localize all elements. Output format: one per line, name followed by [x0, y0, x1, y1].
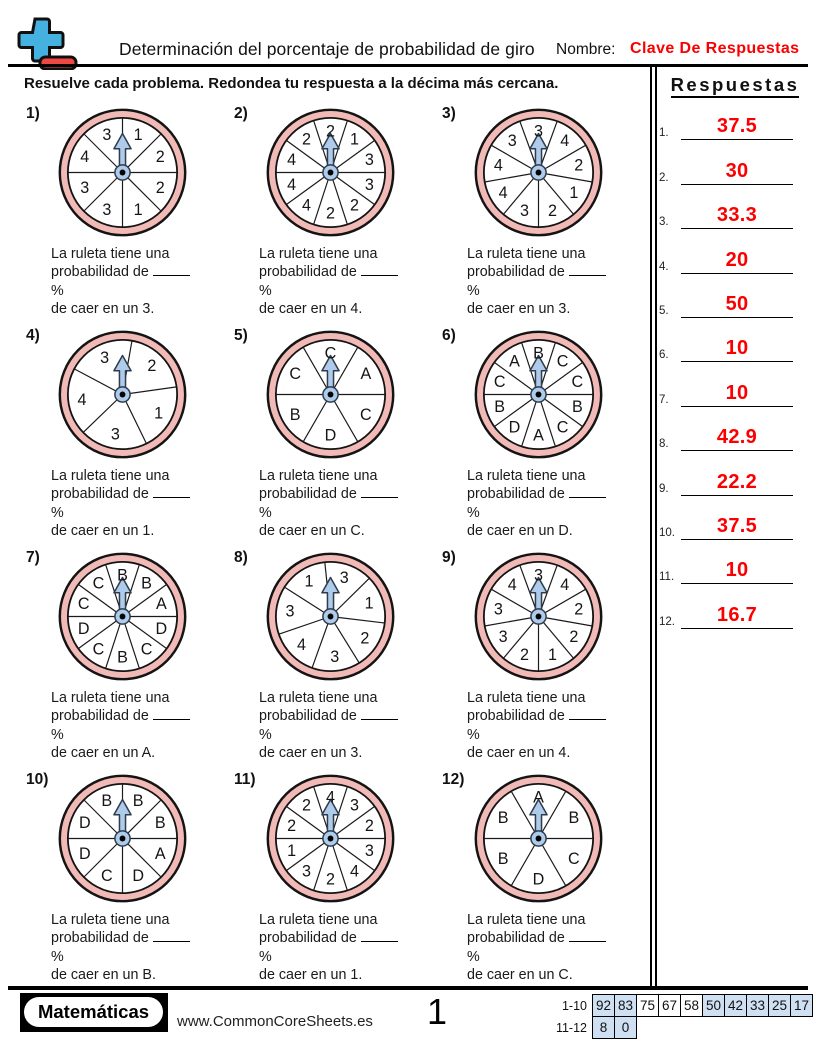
spinner-segment-label: 3 [329, 648, 339, 667]
spinner-segment-label: 4 [325, 788, 335, 807]
spinner-segment-label: B [154, 813, 166, 832]
problems-grid [18, 102, 642, 990]
answer-number: 5. [659, 304, 669, 317]
spinner-segment-label: D [78, 845, 91, 864]
problem-caption: La ruleta tiene una probabilidad de % de caer en un 4. [259, 245, 401, 319]
spinner-segment-label: D [155, 620, 167, 639]
answer-value: 20 [725, 248, 749, 271]
score-cell: 42 [725, 995, 747, 1017]
spinner-segment-label: B [493, 398, 505, 417]
problem-1 [18, 102, 226, 324]
problem-7 [18, 546, 226, 768]
spinner-wheel [264, 106, 397, 239]
answer-line [681, 426, 793, 451]
spinner-segment-label: C [493, 372, 505, 391]
answer-value: 50 [725, 292, 749, 315]
spinner-segment-label: B [567, 809, 579, 828]
spinner-segment-label: B [289, 405, 301, 424]
answer-item [659, 451, 811, 495]
score-row [556, 1017, 813, 1039]
answer-blank [361, 930, 398, 942]
answer-item [659, 584, 811, 628]
spinner-segment-label: 4 [296, 636, 306, 655]
spinner-wheel [56, 772, 189, 905]
spinner-segment-label: 1 [547, 645, 557, 664]
spinner-segment-label: 3 [339, 569, 349, 588]
problem-number: 8) [234, 549, 248, 566]
spinner-segment-label: 1 [133, 201, 143, 220]
spinner-segment-label: 4 [559, 132, 569, 151]
problem-9 [434, 546, 642, 768]
answer-value: 42.9 [716, 426, 758, 449]
answer-number: 6. [659, 349, 669, 362]
spinner-segment-label: 2 [286, 816, 296, 835]
problem-caption: La ruleta tiene una probabilidad de % de caer en un A. [51, 689, 193, 763]
answer-blank [361, 264, 398, 276]
score-cell: 67 [659, 995, 681, 1017]
spinner-segment-label: 2 [547, 201, 557, 220]
spinner-segment-label: B [497, 809, 509, 828]
spinner-segment-label: D [131, 867, 144, 886]
answer-line [681, 604, 793, 629]
score-cell: 50 [703, 995, 725, 1017]
problem-11 [226, 768, 434, 990]
spinner-segment-label: 3 [507, 132, 517, 151]
spinner-segment-label: C [92, 640, 104, 659]
spinner-segment-label: 4 [493, 156, 503, 175]
brand-badge [20, 993, 168, 1032]
answer-value: 10 [725, 381, 749, 404]
problem-number: 7) [26, 549, 40, 566]
answer-blank [569, 930, 606, 942]
spinner-segment-label: 2 [568, 627, 578, 646]
score-cell: 17 [791, 995, 813, 1017]
problem-8 [226, 546, 434, 768]
answer-line [681, 115, 793, 140]
answer-value: 10 [725, 559, 749, 582]
spinner-segment-label: B [571, 398, 583, 417]
answer-line [681, 559, 793, 584]
spinner-segment-label: 4 [286, 176, 296, 195]
problem-number: 6) [442, 327, 456, 344]
spinner-segment-label: 2 [325, 870, 335, 889]
score-table [556, 994, 813, 1039]
problem-5 [226, 324, 434, 546]
problem-10 [18, 768, 226, 990]
spinner-segment-label: 2 [155, 147, 165, 166]
problem-number: 11) [234, 771, 256, 788]
problem-caption: La ruleta tiene una probabilidad de % de caer en un C. [259, 467, 401, 541]
score-cell: 0 [615, 1017, 637, 1039]
problem-caption: La ruleta tiene una probabilidad de % de caer en un C. [467, 911, 609, 985]
answer-value: 37.5 [716, 514, 758, 537]
problem-12 [434, 768, 642, 990]
spinner-segment-label: C [556, 352, 568, 371]
score-cell: 75 [637, 995, 659, 1017]
spinner-segment-label: 1 [349, 130, 359, 149]
website-text: www.CommonCoreSheets.es [177, 1013, 373, 1030]
plus-minus-icon [14, 16, 78, 70]
score-table-body [556, 995, 813, 1039]
problem-caption: La ruleta tiene una probabilidad de % de caer en un 4. [467, 689, 609, 763]
answer-blank [361, 708, 398, 720]
answer-blank [153, 930, 190, 942]
spinner-segment-label: D [78, 813, 91, 832]
spinner-segment-label: 2 [364, 816, 374, 835]
spinner-wheel [56, 106, 189, 239]
answer-line [681, 160, 793, 185]
spinner-segment-label: 2 [349, 196, 359, 215]
problem-number: 5) [234, 327, 248, 344]
answer-item [659, 318, 811, 362]
spinner-segment-label: A [508, 352, 520, 371]
spinner-segment-label: 2 [325, 122, 335, 141]
spinner-segment-label: C [100, 867, 113, 886]
answer-item [659, 362, 811, 406]
answer-number: 7. [659, 393, 669, 406]
answer-blank [153, 486, 190, 498]
spinner-segment-label: B [116, 566, 128, 585]
problem-caption: La ruleta tiene una probabilidad de % de caer en un D. [467, 467, 609, 541]
problem-number: 4) [26, 327, 40, 344]
spinner-segment-label: B [497, 849, 509, 868]
answer-line [681, 382, 793, 407]
spinner-segment-label: 2 [301, 796, 311, 815]
spinner-segment-label: 1 [304, 572, 314, 591]
spinner-wheel [56, 328, 189, 461]
spinner-segment-label: 4 [301, 196, 311, 215]
spinner-wheel [264, 328, 397, 461]
answers-panel [659, 74, 811, 629]
spinner-segment-label: 2 [359, 629, 369, 648]
answer-blank [361, 486, 398, 498]
spinner-segment-label: C [571, 372, 583, 391]
answer-value: 16.7 [716, 603, 758, 626]
score-row-label: 11-12 [555, 1020, 587, 1035]
spinner-segment-label: 3 [519, 201, 529, 220]
spinner-wheel [472, 772, 605, 905]
answer-number: 2. [659, 171, 669, 184]
spinner-segment-label: B [140, 574, 152, 593]
spinner-segment-label: 3 [110, 425, 120, 444]
spinner-segment-label: 3 [533, 566, 543, 585]
spinner-segment-label: B [532, 344, 544, 363]
answer-key-label: Clave De Respuestas [630, 40, 800, 57]
spinner-segment-label: 1 [133, 125, 143, 144]
spinner-segment-label: C [77, 594, 89, 613]
problem-2 [226, 102, 434, 324]
spinner-segment-label: 2 [519, 645, 529, 664]
answer-value: 30 [725, 159, 749, 182]
spinner-segment-label: 2 [325, 204, 335, 223]
answer-line [681, 249, 793, 274]
footer-rule [8, 986, 808, 990]
answer-line [681, 293, 793, 318]
spinner-segment-label: 3 [101, 125, 111, 144]
spinner-segment-label: 2 [573, 156, 583, 175]
answer-item [659, 274, 811, 318]
answer-blank [153, 708, 190, 720]
spinner-wheel [56, 550, 189, 683]
spinner-wheel [472, 106, 605, 239]
spinner-segment-label: 1 [286, 842, 296, 861]
spinner-segment-label: 3 [349, 796, 359, 815]
spinner-segment-label: 4 [286, 150, 296, 169]
problem-number: 12) [442, 771, 465, 788]
spinner-segment-label: A [155, 594, 167, 613]
spinner-segment-label: 2 [573, 600, 583, 619]
spinner-segment-label: 3 [79, 179, 89, 198]
problem-number: 3) [442, 105, 456, 122]
spinner-segment-label: 3 [533, 122, 543, 141]
spinner-segment-label: A [359, 365, 371, 384]
spinner-segment-label: D [77, 620, 89, 639]
answer-blank [153, 264, 190, 276]
problem-caption: La ruleta tiene una probabilidad de % de caer en un 3. [51, 245, 193, 319]
answer-line [681, 337, 793, 362]
spinner-segment-label: 1 [153, 404, 163, 423]
spinner-segment-label: B [100, 791, 112, 810]
spinner-segment-label: C [140, 640, 152, 659]
spinner-segment-label: A [532, 788, 544, 807]
problem-number: 9) [442, 549, 456, 566]
problem-caption: La ruleta tiene una probabilidad de % de caer en un 1. [51, 467, 193, 541]
page-title: Determinación del porcentaje de probabilidad de giro [119, 39, 535, 59]
score-cell: 92 [593, 995, 615, 1017]
answer-value: 37.5 [716, 115, 758, 138]
answer-line [681, 471, 793, 496]
answer-number: 4. [659, 260, 669, 273]
answer-item [659, 229, 811, 273]
spinner-segment-label: 4 [507, 576, 517, 595]
spinner-segment-label: A [532, 426, 544, 445]
spinner-segment-label: 3 [364, 176, 374, 195]
spinner-segment-label: B [116, 648, 128, 667]
name-label: Nombre: [556, 41, 616, 58]
spinner-segment-label: 2 [146, 357, 156, 376]
spinner-segment-label: C [567, 849, 580, 868]
spinner-segment-label: A [154, 845, 166, 864]
answers-title: Respuestas [659, 74, 811, 96]
answer-number: 12. [659, 615, 675, 628]
score-row-label: 1-10 [561, 998, 587, 1013]
answer-number: 3. [659, 216, 669, 229]
spinner-segment-label: 3 [498, 627, 508, 646]
spinner-wheel [264, 772, 397, 905]
spinner-segment-label: B [132, 791, 144, 810]
answer-item [659, 407, 811, 451]
spinner-segment-label: 3 [493, 600, 503, 619]
spinner-wheel [264, 550, 397, 683]
problem-caption: La ruleta tiene una probabilidad de % de caer en un B. [51, 911, 193, 985]
answers-divider [650, 67, 657, 986]
spinner-segment-label: 2 [301, 130, 311, 149]
spinner-segment-label: 4 [349, 862, 359, 881]
answer-line [681, 515, 793, 540]
spinner-segment-label: 4 [77, 391, 87, 410]
answer-line [681, 204, 793, 229]
problem-caption: La ruleta tiene una probabilidad de % de caer en un 1. [259, 911, 401, 985]
answer-item [659, 185, 811, 229]
instructions-text: Resuelve cada problema. Redondea tu respuesta a la décima más cercana. [24, 75, 559, 92]
spinner-segment-label: 4 [498, 183, 508, 202]
problem-caption: La ruleta tiene una probabilidad de % de caer en un 3. [259, 689, 401, 763]
answer-number: 10. [659, 526, 675, 539]
header-rule [8, 64, 808, 67]
problem-3 [434, 102, 642, 324]
answer-number: 11. [659, 571, 675, 584]
answer-number: 1. [659, 127, 669, 140]
spinner-segment-label: 3 [364, 150, 374, 169]
spinner-segment-label: C [324, 344, 336, 363]
spinner-segment-label: 1 [364, 594, 374, 613]
answer-blank [569, 486, 606, 498]
score-row [556, 995, 813, 1017]
answers-list [659, 96, 811, 629]
spinner-segment-label: 2 [155, 179, 165, 198]
spinner-segment-label: C [288, 365, 301, 384]
answer-number: 8. [659, 438, 669, 451]
problem-caption: La ruleta tiene una probabilidad de % de caer en un 3. [467, 245, 609, 319]
answer-blank [569, 708, 606, 720]
spinner-segment-label: 4 [79, 147, 89, 166]
problem-4 [18, 324, 226, 546]
spinner-segment-label: D [508, 418, 520, 437]
answer-item [659, 540, 811, 584]
spinner-segment-label: 3 [99, 348, 109, 367]
problem-6 [434, 324, 642, 546]
answer-value: 10 [725, 337, 749, 360]
score-cell: 58 [681, 995, 703, 1017]
score-cell: 25 [769, 995, 791, 1017]
spinner-segment-label: C [359, 405, 372, 424]
problem-number: 10) [26, 771, 49, 788]
page-number: 1 [426, 991, 448, 1032]
spinner-segment-label: D [324, 426, 336, 445]
brand-label: Matemáticas [24, 997, 163, 1027]
spinner-segment-label: C [92, 574, 104, 593]
answer-item [659, 140, 811, 184]
spinner-segment-label: 3 [364, 842, 374, 861]
problem-number: 2) [234, 105, 248, 122]
spinner-segment-label: 1 [568, 183, 578, 202]
answer-value: 33.3 [716, 204, 758, 227]
spinner-segment-label: C [556, 418, 568, 437]
spinner-wheel [472, 328, 605, 461]
score-cell: 33 [747, 995, 769, 1017]
spinner-segment-label: 3 [101, 201, 111, 220]
answer-item [659, 96, 811, 140]
answer-number: 9. [659, 482, 669, 495]
spinner-segment-label: D [532, 870, 544, 889]
spinner-segment-label: 3 [284, 602, 294, 621]
answer-item [659, 496, 811, 540]
problem-number: 1) [26, 105, 40, 122]
answer-value: 22.2 [716, 470, 758, 493]
spinner-segment-label: 4 [559, 576, 569, 595]
score-cell: 83 [615, 995, 637, 1017]
spinner-segment-label: 3 [301, 862, 311, 881]
spinner-wheel [472, 550, 605, 683]
score-cell: 8 [593, 1017, 615, 1039]
answer-blank [569, 264, 606, 276]
